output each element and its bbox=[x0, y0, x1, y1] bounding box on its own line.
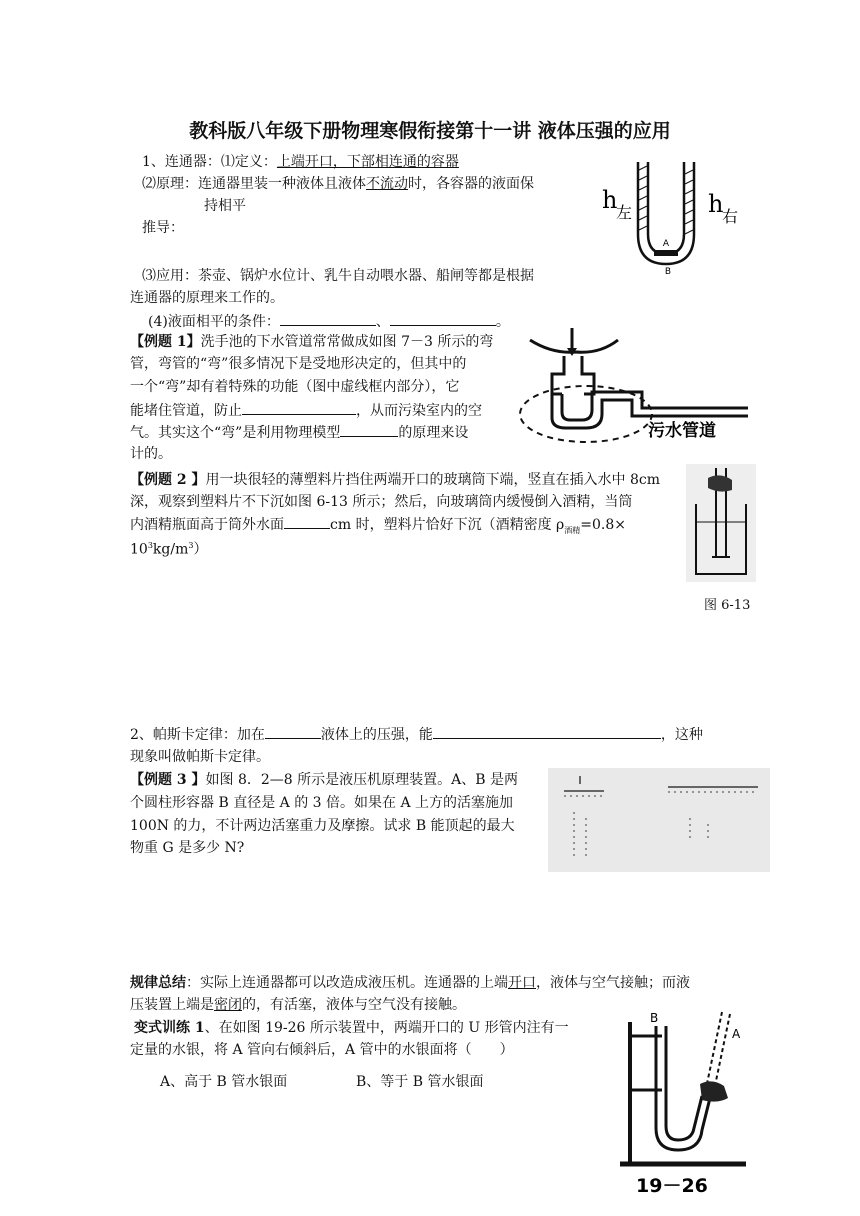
example3-line-2: 个圆柱形容器 B 直径是 A 的 3 倍。如果在 A 上方的活塞施加 bbox=[130, 795, 514, 811]
exponent: 3 bbox=[147, 541, 153, 550]
definition-line bbox=[142, 152, 459, 172]
example2-text: 用一块很轻的薄塑料片挡住两端开口的玻璃筒下端，竖直在插入水中 8cm bbox=[205, 472, 660, 488]
summary-label: 规律总结 bbox=[130, 975, 186, 991]
example1-line-5 bbox=[130, 422, 468, 443]
summary-underline: 密闭 bbox=[214, 997, 242, 1013]
summary-text: ，液体与空气接触；而液 bbox=[536, 975, 690, 991]
answer-blank-4[interactable] bbox=[340, 422, 398, 437]
example2-text: kg/m bbox=[152, 541, 189, 558]
definition-label: 1、连通器：⑴定义： bbox=[142, 154, 277, 170]
summary-text: ：实际上连通器都可以改造成液压机。连通器的上端 bbox=[186, 975, 508, 991]
pascal-line-2: 现象叫做帕斯卡定律。 bbox=[130, 749, 270, 765]
option-b[interactable]: B、等于 B 管水银面 bbox=[356, 1074, 484, 1090]
example2-line-2: 深，观察到塑料片不下沉如图 6-13 所示；然后，向玻璃筒内缓慢倒入酒精，当筒 bbox=[130, 494, 633, 510]
figure-caption-6-13: 图 6-13 bbox=[704, 598, 751, 613]
tube-b-label: B bbox=[650, 1011, 659, 1025]
variant1-line-2: 定量的水银，将 A 管向右倾斜后，A 管中的水银面将（ ） bbox=[130, 1042, 514, 1058]
example2-text: 内酒精瓶面高于筒外水面 bbox=[130, 517, 284, 533]
pascal-text: 2、帕斯卡定律：加在 bbox=[130, 727, 265, 743]
summary-underline: 开口 bbox=[508, 975, 536, 991]
pascal-text: ，这种 bbox=[660, 727, 703, 743]
option-a[interactable]: A、高于 B 管水银面 bbox=[160, 1074, 288, 1090]
definition-text: 上端开口，下部相连通的容器 bbox=[276, 154, 459, 170]
period: 。 bbox=[495, 314, 510, 330]
tilted-u-tube-figure bbox=[616, 1008, 750, 1198]
h-left-subscript: 左 bbox=[616, 203, 633, 222]
answer-blank-3[interactable] bbox=[242, 400, 356, 415]
application-line-2: 连通器的原理来工作的。 bbox=[130, 290, 284, 306]
example1-text: 洗手池的下水管道常常做成如图 7－3 所示的弯 bbox=[200, 334, 494, 350]
example3-tag: 【例题 3 】 bbox=[130, 772, 206, 788]
answer-blank-5[interactable] bbox=[284, 514, 330, 529]
summary-line-1 bbox=[130, 973, 690, 993]
example1-text: ，从而污染室内的空 bbox=[356, 403, 482, 419]
example1-line-1 bbox=[130, 332, 493, 352]
h-right-subscript: 右 bbox=[722, 207, 739, 226]
answer-blank-6[interactable] bbox=[265, 724, 321, 739]
principle-text-b: 时，各容器的液面保 bbox=[408, 176, 534, 192]
example2-text: 10 bbox=[130, 541, 148, 558]
example2-line-4 bbox=[130, 536, 207, 560]
h-right-label: h bbox=[708, 190, 724, 218]
level-condition-label: (4)液面相平的条件： bbox=[148, 314, 280, 330]
pascal-text: 液体上的压强，能 bbox=[320, 727, 433, 743]
example2-line-1 bbox=[130, 470, 660, 490]
sewer-pipe-label: 污水管道 bbox=[648, 421, 716, 441]
figure-caption-19-26: 19－26 bbox=[636, 1175, 708, 1197]
example2-text: ） bbox=[193, 541, 208, 558]
summary-text: 压装置上端是 bbox=[130, 997, 214, 1013]
u-tube-figure bbox=[596, 152, 756, 278]
answer-blank-1[interactable] bbox=[280, 311, 376, 326]
level-condition-line bbox=[148, 311, 510, 332]
variant1-tag: 变式训练 1 bbox=[134, 1020, 205, 1036]
example2-text: cm 时，塑料片恰好下沉（酒精密度 ρ bbox=[330, 517, 565, 533]
page-title: 教科版八年级下册物理寒假衔接第十一讲 液体压强的应用 bbox=[189, 120, 671, 142]
separator: 、 bbox=[375, 314, 390, 330]
principle-line-2: 持相平 bbox=[204, 198, 246, 214]
variant1-line-1 bbox=[134, 1018, 569, 1038]
example1-line-2: 管，弯管的“弯”很多情况下是受地形决定的，但其中的 bbox=[130, 356, 467, 372]
summary-text: 的，有活塞，液体与空气没有接触。 bbox=[242, 997, 466, 1013]
derive-label: 推导： bbox=[142, 220, 184, 236]
example1-text: 能堵住管道，防止 bbox=[130, 403, 242, 419]
exponent: 3 bbox=[188, 541, 194, 550]
answer-blank-2[interactable] bbox=[390, 311, 496, 326]
principle-line bbox=[142, 174, 534, 194]
example1-text: 气。其实这个“弯”是利用物理模型 bbox=[130, 425, 341, 441]
application-line-1: ⑶应用：茶壶、锅炉水位计、乳牛自动喂水器、船闸等都是根据 bbox=[142, 268, 534, 284]
glass-tube-figure bbox=[686, 464, 756, 582]
example3-line-3: 100N 的力，不计两边活塞重力及摩擦。试求 B 能顶起的最大 bbox=[130, 818, 515, 834]
example1-tag: 【例题 1】 bbox=[130, 334, 201, 350]
example3-line-1 bbox=[130, 770, 518, 790]
point-b-label: B bbox=[664, 267, 672, 277]
example1-line-3: 一个“弯”却有着特殊的功能（图中虚线框内部分），它 bbox=[130, 379, 460, 395]
example3-text: 如图 8．2—8 所示是液压机原理装置。A、B 是两 bbox=[205, 772, 518, 788]
example1-text: 的原理来设 bbox=[398, 425, 469, 441]
variant1-text: 、在如图 19-26 所示装置中，两端开口的 U 形管内注有一 bbox=[204, 1020, 569, 1036]
example1-line-4 bbox=[130, 400, 482, 421]
hydraulic-press-figure bbox=[548, 768, 770, 872]
h-left-label: h bbox=[602, 186, 618, 214]
pascal-line-1 bbox=[130, 724, 703, 745]
example2-text: =0.8× bbox=[580, 517, 626, 533]
example3-line-4: 物重 G 是多少 N? bbox=[130, 840, 245, 856]
example2-tag: 【例题 2 】 bbox=[130, 472, 206, 488]
tube-a-label: A bbox=[732, 1027, 741, 1041]
summary-line-2 bbox=[130, 995, 466, 1015]
drain-pipe-figure bbox=[512, 328, 764, 454]
point-a-label: A bbox=[662, 239, 670, 249]
example1-line-6: 计的。 bbox=[130, 446, 172, 462]
density-subscript: 酒精 bbox=[564, 525, 581, 535]
principle-underline: 不流动 bbox=[366, 176, 408, 192]
principle-text-a: ⑵原理：连通器里装一种液体且液体 bbox=[142, 176, 366, 192]
answer-blank-7[interactable] bbox=[433, 724, 661, 739]
